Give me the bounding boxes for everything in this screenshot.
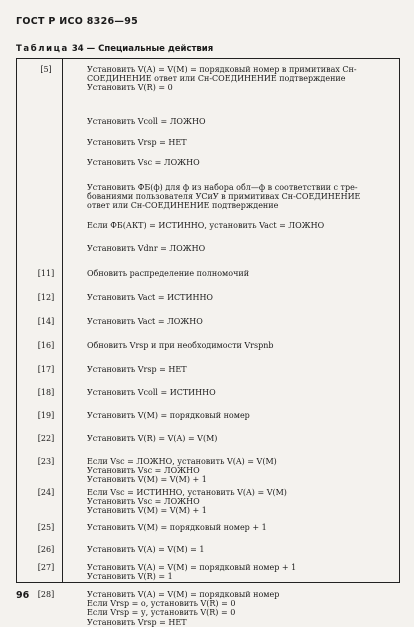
- action-code: [26]: [37, 545, 55, 554]
- action-line: Установить V(A) = V(M) = 1: [87, 545, 205, 554]
- action-code: [25]: [37, 523, 55, 532]
- action-line: Установить V(M) = порядковый номер + 1: [87, 523, 267, 532]
- action-text: [87, 317, 397, 326]
- action-line: Установить Vsc = ЛОЖНО: [87, 466, 200, 476]
- action-text: [87, 457, 397, 485]
- action-text: [87, 523, 397, 532]
- action-line: Если Vrsp = у, установить V(R) = 0: [87, 608, 236, 618]
- action-line: Если Vsc = ЛОЖНО, установить V(A) = V(M): [87, 457, 277, 466]
- action-text: [87, 293, 397, 302]
- action-text: [87, 365, 397, 374]
- action-line: Обновить распределение полномочий: [87, 269, 250, 278]
- action-text: [87, 388, 397, 397]
- action-line: Установить V(M) = V(M) + 1: [87, 475, 207, 485]
- column-divider: [62, 58, 63, 583]
- action-text: [87, 183, 397, 211]
- action-line: бованиями пользователя УСиУ в примитивах Сн-СОЕДИНЕНИЕ: [87, 192, 361, 202]
- action-code: [28]: [37, 590, 55, 599]
- action-text: [87, 590, 397, 627]
- action-code: [14]: [37, 317, 55, 326]
- table-title: [16, 44, 213, 54]
- standard-header: ГОСТ Р ИСО 8326—95: [16, 16, 139, 27]
- action-code: [22]: [37, 434, 55, 443]
- action-code: [16]: [37, 341, 55, 350]
- action-line: Установить Vrsp = НЕТ: [87, 365, 187, 374]
- action-code: [23]: [37, 457, 55, 466]
- action-line: СОЕДИНЕНИЕ ответ или Сн-СОЕДИНЕНИЕ подтверждение: [87, 74, 346, 84]
- table-label: Таблица: [16, 44, 69, 54]
- action-text: [87, 117, 397, 126]
- action-line: Обновить Vrsp и при необходимости Vrspnb: [87, 341, 274, 350]
- action-text: [87, 545, 397, 554]
- action-text: [87, 65, 397, 93]
- action-line: Установить V(R) = 0: [87, 83, 173, 93]
- action-text: [87, 411, 397, 420]
- action-line: Установить Vcoll = ЛОЖНО: [87, 117, 206, 126]
- action-text: [87, 158, 397, 167]
- action-line: Установить Vact = ИСТИННО: [87, 293, 213, 302]
- action-code: [27]: [37, 563, 55, 572]
- action-line: Установить Vrsp = НЕТ: [87, 138, 187, 147]
- action-code: [18]: [37, 388, 55, 397]
- table-number-title: 34 — Специальные действия: [71, 44, 214, 54]
- action-line: Установить Vrsp = НЕТ: [87, 617, 187, 627]
- action-line: Установить V(R) = 1: [87, 572, 173, 582]
- action-code: [11]: [37, 269, 55, 278]
- action-line: Установить Vcoll = ИСТИННО: [87, 388, 216, 397]
- action-code: [12]: [37, 293, 55, 302]
- action-line: Установить V(A) = V(M) = порядковый номер: [87, 590, 280, 599]
- action-text: [87, 138, 397, 147]
- action-code: [17]: [37, 365, 55, 374]
- action-line: Установить Vact = ЛОЖНО: [87, 317, 203, 326]
- action-line: Установить Vsc = ЛОЖНО: [87, 158, 200, 167]
- action-text: [87, 269, 397, 278]
- action-line: Установить V(A) = V(M) = порядковый номер + 1: [87, 563, 297, 572]
- action-line: Установить V(A) = V(M) = порядковый номер в примитивах Сн-: [87, 65, 357, 74]
- action-text: [87, 434, 397, 443]
- action-line: Установить V(M) = порядковый номер: [87, 411, 250, 420]
- action-line: Установить ФБ(ф) для ф из набора обл—ф в соответствии с тре-: [87, 183, 358, 192]
- action-line: Если Vsc = ИСТИННО, установить V(A) = V(M): [87, 488, 287, 497]
- action-text: [87, 221, 397, 230]
- page-number: 96: [16, 590, 30, 601]
- action-line: Если Vrsp = о, установить V(R) = 0: [87, 599, 236, 609]
- action-text: [87, 488, 397, 516]
- action-line: Установить V(R) = V(A) = V(M): [87, 434, 218, 443]
- action-line: Установить Vdnr = ЛОЖНО: [87, 244, 206, 253]
- action-text: [87, 341, 397, 350]
- action-line: Установить Vsc = ЛОЖНО: [87, 497, 200, 507]
- action-line: ответ или Сн-СОЕДИНЕНИЕ подтверждение: [87, 201, 279, 211]
- action-text: [87, 244, 397, 253]
- action-text: [87, 563, 397, 581]
- action-code: [19]: [37, 411, 55, 420]
- action-code: [24]: [37, 488, 55, 497]
- action-line: Если ФБ(АКТ) = ИСТИННО, установить Vact = ЛОЖНО: [87, 221, 325, 230]
- action-line: Установить V(M) = V(M) + 1: [87, 506, 207, 516]
- action-code: [5]: [40, 65, 52, 74]
